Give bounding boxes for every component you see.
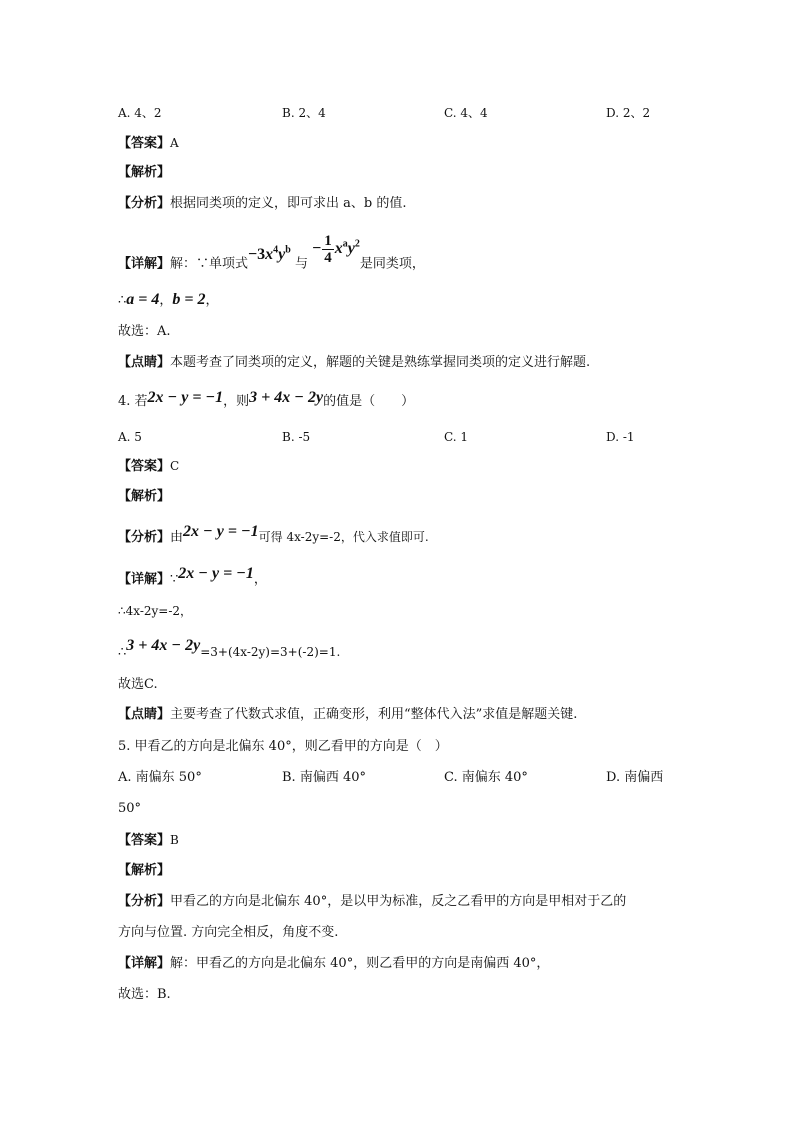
analysis-tag: 【解析】 (118, 165, 171, 180)
option-b: B. 南偏西 40° (282, 770, 366, 785)
fenxi-tag: 【分析】 (118, 530, 171, 545)
stem-mid: ，则 (223, 394, 250, 409)
stem-prefix: 4. 若 (118, 394, 148, 409)
answer-tag: 【答案】 (118, 136, 171, 151)
monomial-1: $-3x^4y^b$ (248, 245, 291, 264)
choose-line: 故选：A. (118, 324, 171, 339)
detail-tag: 【详解】 (118, 572, 171, 587)
detail-prefix: 解：∵单项式 (170, 256, 249, 272)
answer-tag: 【答案】 (118, 459, 171, 474)
eq-b: b = 2 (172, 291, 206, 308)
comma: ， (253, 572, 267, 587)
option-a: A. 4、2 (118, 106, 162, 120)
result-line (118, 291, 219, 310)
fenxi-tag: 【分析】 (118, 196, 171, 211)
comment-line (118, 706, 577, 724)
detail-line (118, 955, 549, 973)
step-3-expression: 3 + 4x − 2y (126, 637, 201, 654)
stem-suffix: 的值是（ ） (323, 394, 415, 409)
comment-text: 本题考查了同类项的定义，解题的关键是熟练掌握同类项的定义进行解题. (170, 355, 591, 370)
comment-tag: 【点睛】 (118, 355, 171, 370)
fenxi-prefix: 由 (170, 530, 184, 545)
option-a: A. 5 (118, 430, 142, 444)
detail-equation: 2x − y = −1 (178, 565, 254, 582)
option-d-continued: 50° (118, 801, 142, 816)
answer-line (118, 457, 179, 476)
option-c: C. 南偏东 40° (444, 770, 528, 785)
detail-line (118, 565, 267, 589)
option-c: C. 4、4 (444, 106, 488, 120)
detail-suffix: 是同类项， (359, 256, 425, 272)
monomial-2: − $\frac{1}{4}$ $x^ay^2$ (312, 233, 360, 267)
detail-tag: 【详解】 (118, 956, 171, 971)
fenxi-line (118, 195, 407, 213)
option-c: C. 1 (444, 430, 469, 444)
fenxi-equation: 2x − y = −1 (183, 523, 259, 540)
stem-equation: 2x − y = −1 (147, 389, 224, 406)
fenxi-text: 甲看乙的方向是北偏东 40°，是以甲为标准，反之乙看甲的方向是甲相对于乙的 (170, 894, 627, 909)
comment-line (118, 354, 590, 372)
analysis-tag: 【解析】 (118, 863, 171, 878)
option-d: D. 南偏西 (606, 770, 664, 785)
choose-line: 故选C. (118, 677, 158, 692)
question-4-stem (118, 389, 415, 411)
detail-tag: 【详解】 (118, 256, 171, 272)
comment-tag: 【点睛】 (118, 707, 171, 722)
detail-mid: 与 (294, 256, 308, 272)
comment-text: 主要考查了代数式求值，正确变形，利用“整体代入法”求值是解题关键. (170, 707, 578, 722)
answer-value: C (170, 459, 180, 473)
detail-line (118, 233, 425, 282)
option-b: B. -5 (282, 430, 311, 444)
therefore-symbol: ∴ (118, 293, 127, 308)
fenxi-text: 根据同类项的定义，即可求出 a、b 的值. (170, 196, 407, 211)
option-a: A. 南偏东 50° (118, 770, 202, 785)
step-3-rest: =3+(4x-2y)=3+(-2)=1. (200, 645, 341, 659)
comma: ， (159, 293, 173, 308)
fenxi-line (118, 893, 626, 911)
answer-value: A (170, 136, 179, 150)
fenxi-suffix: 可得 4x-2y=-2，代入求值即可. (258, 530, 429, 544)
analysis-tag: 【解析】 (118, 489, 171, 504)
answer-value: B (170, 833, 179, 847)
answer-line (118, 134, 179, 153)
answer-tag: 【答案】 (118, 833, 171, 848)
detail-text: 解：甲看乙的方向是北偏东 40°，则乙看甲的方向是南偏西 40°， (170, 956, 550, 971)
option-d: D. -1 (606, 430, 635, 444)
because-symbol: ∵ (170, 572, 179, 587)
stem-expression: 3 + 4x − 2y (249, 389, 324, 406)
step-2: ∴4x-2y=-2， (118, 604, 193, 618)
step-3 (118, 637, 341, 662)
answer-line (118, 831, 179, 850)
comma: ， (205, 293, 219, 308)
option-b: B. 2、4 (282, 106, 326, 120)
fenxi-line (118, 523, 429, 547)
therefore-symbol: ∴ (118, 645, 127, 660)
question-5-stem: 5. 甲看乙的方向是北偏东 40°，则乙看甲的方向是（ ） (118, 739, 448, 754)
choose-line: 故选：B. (118, 987, 171, 1002)
fenxi-tag: 【分析】 (118, 894, 171, 909)
option-d: D. 2、2 (606, 106, 651, 120)
fenxi-line-2: 方向与位置. 方向完全相反，角度不变. (118, 925, 339, 940)
eq-a: a = 4 (126, 291, 160, 308)
